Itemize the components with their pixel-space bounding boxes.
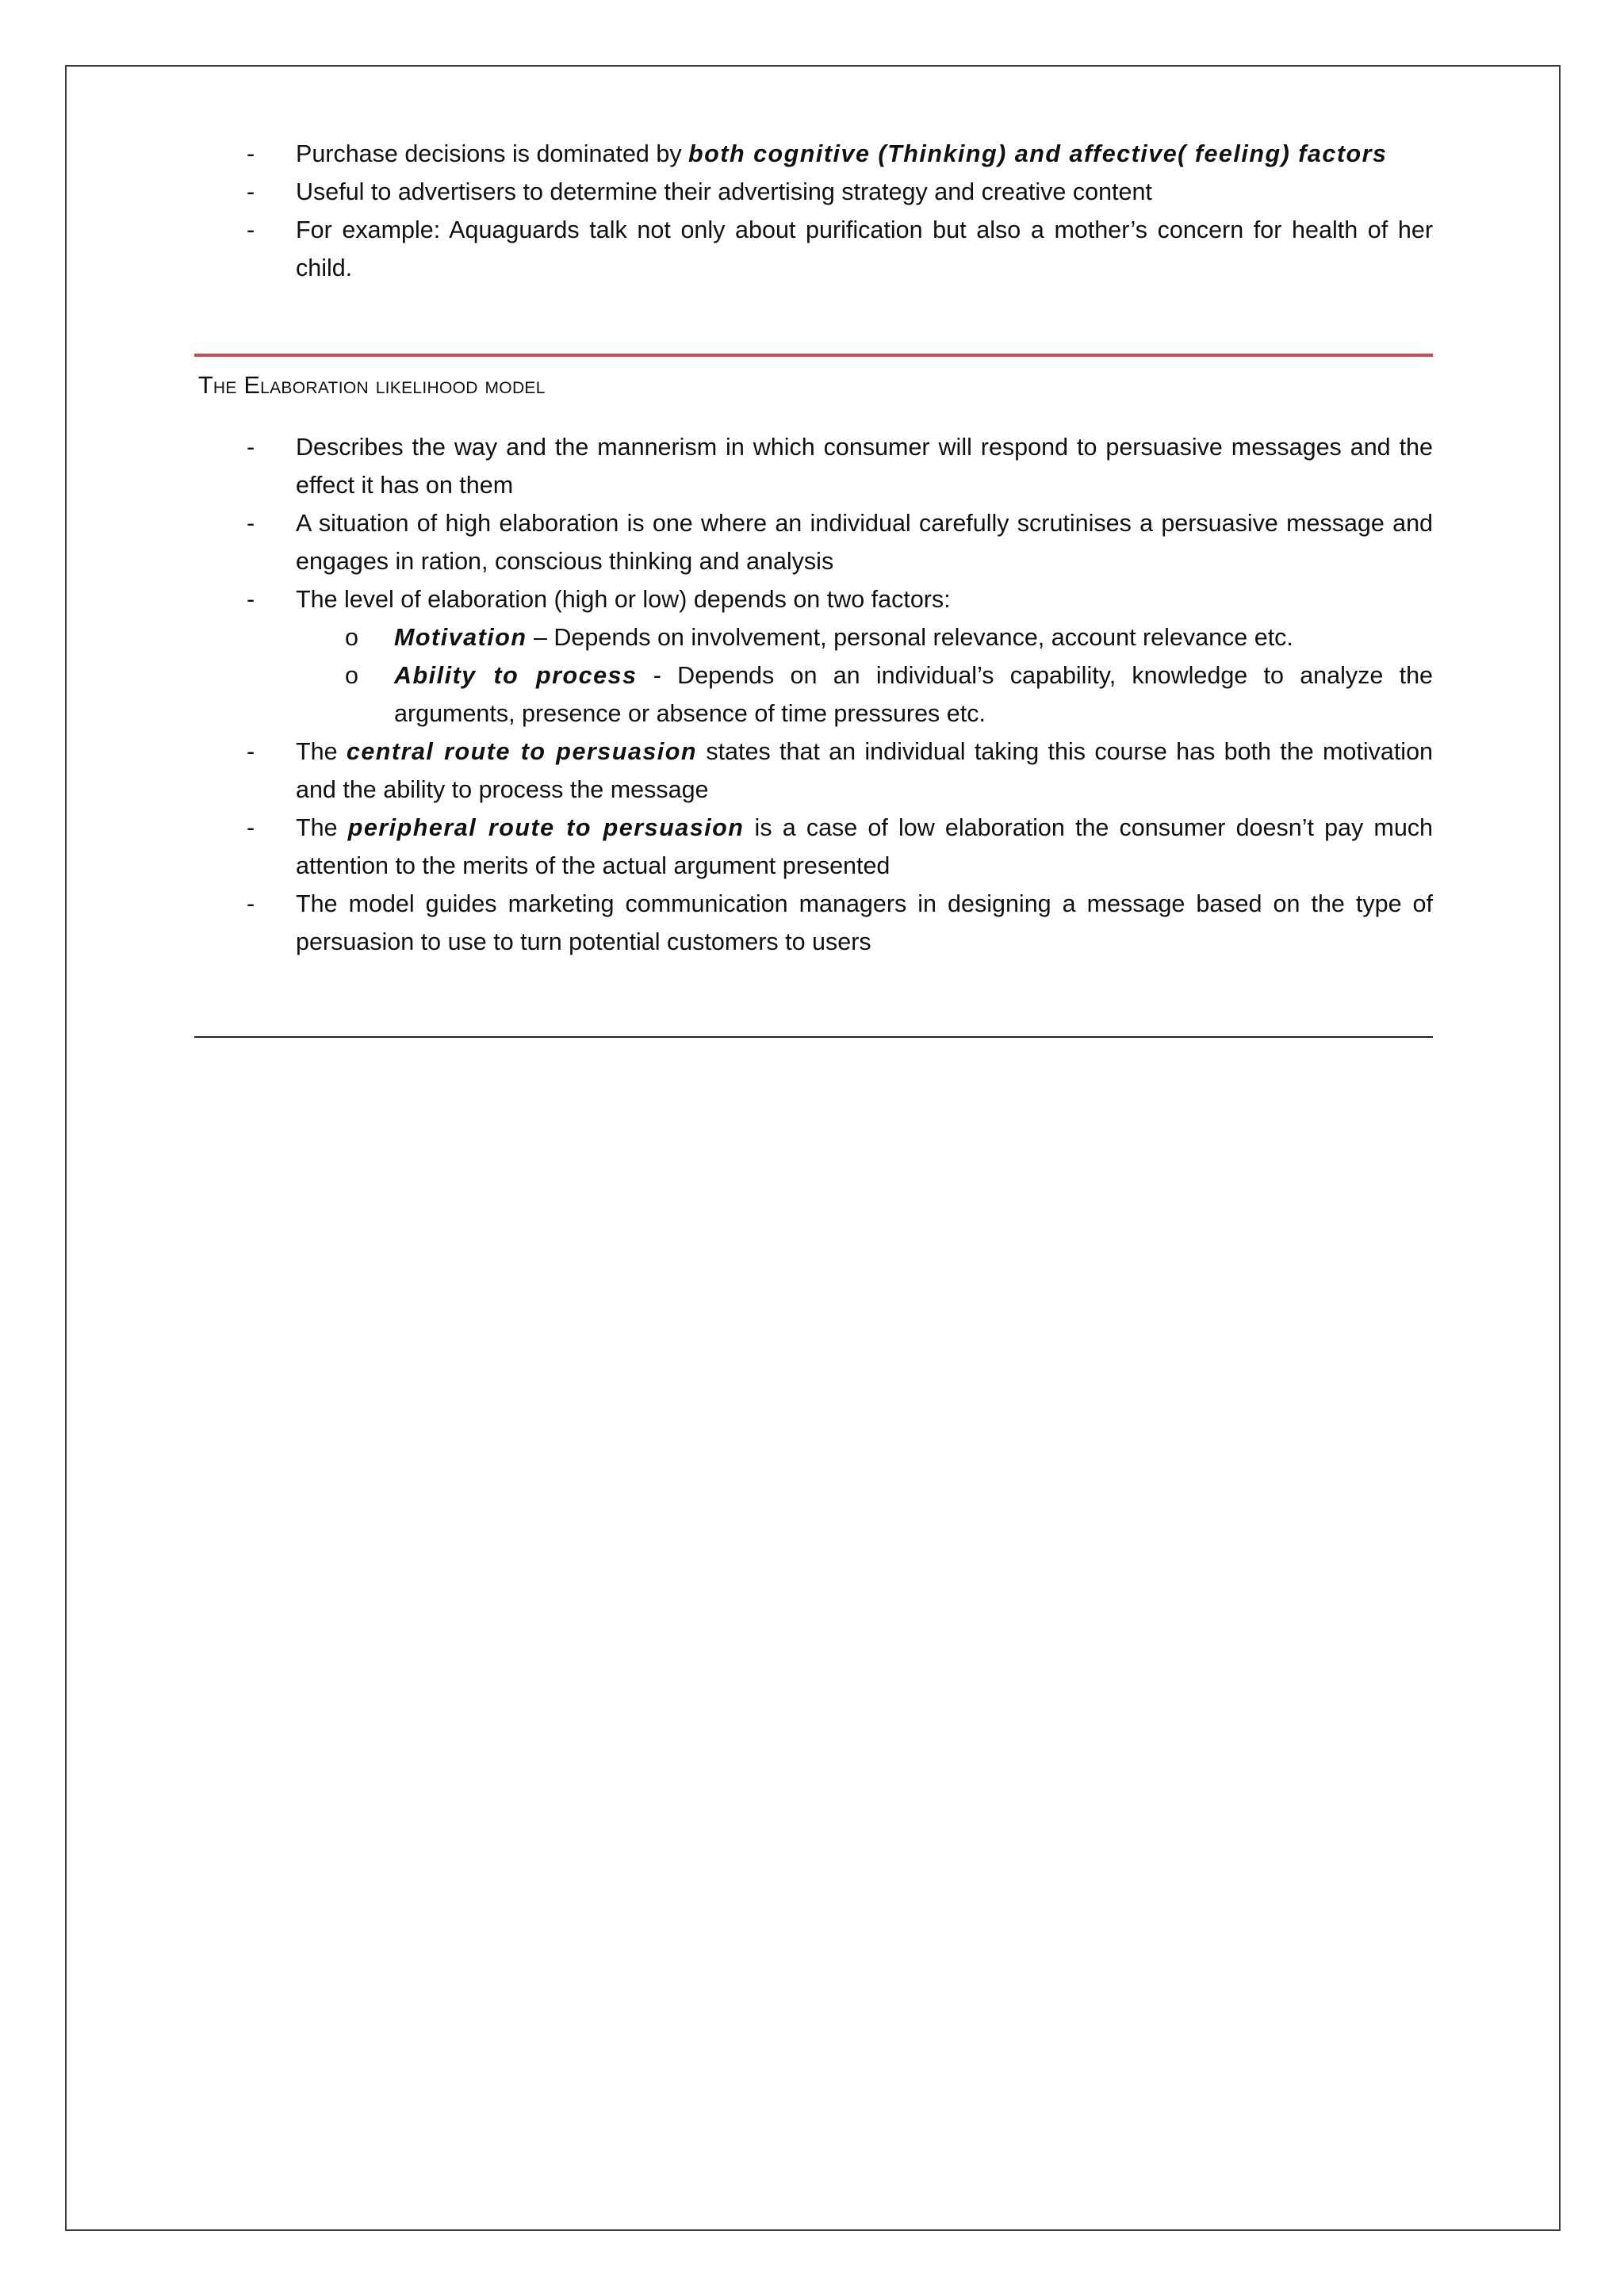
dash-bullet: - bbox=[247, 216, 255, 243]
sub-list-item bbox=[194, 656, 1433, 733]
emphasis-text: peripheral route to persuasion bbox=[347, 814, 745, 841]
item-text: The bbox=[296, 738, 347, 765]
item-text: Purchase decisions is dominated by bbox=[296, 140, 689, 167]
sub-list-item bbox=[194, 618, 1433, 656]
circle-bullet: o bbox=[345, 624, 358, 651]
dash-bullet: - bbox=[247, 510, 255, 537]
circle-bullet: o bbox=[345, 662, 358, 689]
emphasis-text: central route to persuasion bbox=[346, 738, 698, 765]
item-text: states that an individual taking this course has both the motivation and the ability to process the message bbox=[296, 738, 1433, 803]
list-item bbox=[194, 428, 1433, 504]
list-item bbox=[194, 173, 1433, 211]
top-bullet-list bbox=[194, 135, 1433, 287]
item-text: is a case of low elaboration the consumer doesn’t pay much attention to the merits of the actual argument presented bbox=[296, 814, 1433, 879]
item-text: Useful to advertisers to determine their advertising strategy and creative content bbox=[296, 178, 1152, 205]
section-heading: The Elaboration likelihood model bbox=[198, 372, 546, 399]
item-text: The model guides marketing communication managers in designing a message based on the type of persuasion to use to turn potential customers to users bbox=[296, 890, 1433, 955]
emphasis-text: Motivation bbox=[394, 624, 527, 651]
emphasis-text: Ability to process bbox=[394, 662, 638, 689]
section-end-divider bbox=[194, 1036, 1433, 1038]
item-text: The level of elaboration (high or low) depends on two factors: bbox=[296, 586, 951, 613]
item-text: Describes the way and the mannerism in which consumer will respond to persuasive messages and the effect it has on them bbox=[296, 434, 1433, 499]
list-item bbox=[194, 885, 1433, 961]
list-item bbox=[194, 211, 1433, 287]
dash-bullet: - bbox=[247, 814, 255, 841]
dash-bullet: - bbox=[247, 586, 255, 613]
section-divider bbox=[194, 354, 1433, 357]
dash-bullet: - bbox=[247, 738, 255, 765]
item-text: – Depends on involvement, personal relevance, account relevance etc. bbox=[527, 624, 1293, 651]
list-item bbox=[194, 504, 1433, 580]
item-text: For example: Aquaguards talk not only about purification but also a mother’s concern for health of her child. bbox=[296, 216, 1433, 281]
item-text: - Depends on an individual’s capability, knowledge to analyze the arguments, presence or absence of time pressures etc. bbox=[394, 662, 1433, 727]
list-item bbox=[194, 580, 1433, 618]
dash-bullet: - bbox=[247, 890, 255, 917]
list-item bbox=[194, 733, 1433, 809]
item-text: The bbox=[296, 814, 348, 841]
dash-bullet: - bbox=[247, 140, 255, 167]
dash-bullet: - bbox=[247, 434, 255, 461]
item-text: A situation of high elaboration is one where an individual carefully scrutinises a persuasive message and engages in ration, conscious thinking and analysis bbox=[296, 510, 1433, 575]
list-item bbox=[194, 135, 1433, 173]
emphasis-text: both cognitive (Thinking) and affective( feeling) factors bbox=[688, 140, 1388, 167]
section-bullet-list bbox=[194, 428, 1433, 961]
list-item bbox=[194, 809, 1433, 885]
dash-bullet: - bbox=[247, 178, 255, 205]
